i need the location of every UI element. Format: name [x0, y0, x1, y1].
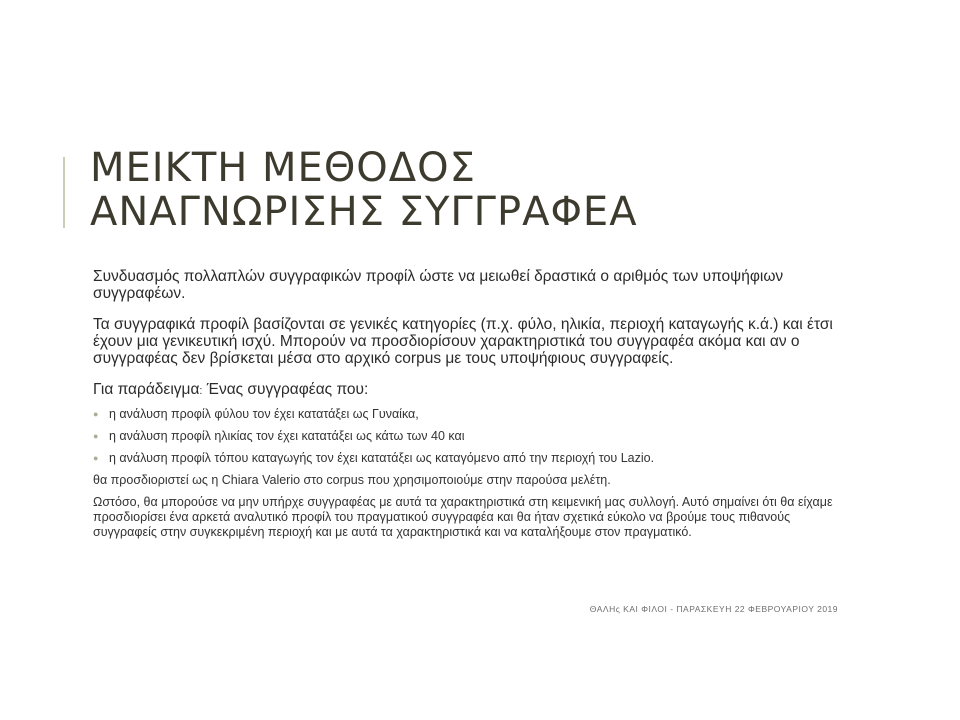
- slide-title: [90, 146, 930, 234]
- example-label: Για παράδειγμα: [93, 381, 200, 398]
- slide-title-line-2: ΑΝΑΓΝΩΡΙΣΗΣ ΣΥΓΓΡΑΦΕΑ: [90, 189, 638, 235]
- bullet-dot-icon: ●: [93, 431, 99, 441]
- slide-body: [93, 268, 853, 540]
- list-item: [93, 403, 853, 425]
- title-accent-bar: [63, 157, 65, 228]
- example-colon: :: [199, 385, 203, 397]
- closing-paragraph: Ωστόσο, θα μπορούσε να μην υπήρχε συγγραφέας με αυτά τα χαρακτηριστικά στη κειμενική μας συλλογή. Αυτό σημαίνει ότι θα είχαμε προσδιορίσει ένα αρκετά αναλυτικό προφίλ του πραγματικού συγγραφέα και θα ήταν σχετικά εύκολο να βρούμε τους πιθανούς συγγραφείς στην συγκεκριμένη περιοχή και με αυτά τα χαρακτηριστικά και να καταλήξουμε στον πραγματικό.: [93, 495, 833, 539]
- slide-footer: ΘΑΛΗς ΚΑΙ ΦΙΛΟΙ - ΠΑΡΑΣΚΕΥΗ 22 ΦΕΒΡΟΥΑΡΙΟΥ 2019: [589, 604, 838, 614]
- bullet-dot-icon: ●: [93, 409, 99, 419]
- bullet-text: η ανάλυση προφίλ τόπου καταγωγής τον έχει κατατάξει ως καταγόμενο από την περιοχή του Lazio.: [109, 451, 655, 465]
- bullet-text: η ανάλυση προφίλ ηλικίας τον έχει κατατάξει ως κάτω των 40 και: [109, 429, 465, 443]
- example-rest: Ένας συγγραφέας που:: [202, 381, 369, 398]
- paragraph-intro: Συνδυασμός πολλαπλών συγγραφικών προφίλ ώστε να μειωθεί δραστικά ο αριθμός των υποψήφιων συγγραφέων.: [93, 268, 784, 302]
- example-bullet-list: [93, 403, 853, 469]
- bullet-text: η ανάλυση προφίλ φύλου τον έχει κατατάξει ως Γυναίκα,: [109, 407, 419, 421]
- list-item: [93, 425, 853, 447]
- example-heading: [93, 381, 853, 400]
- list-item: [93, 447, 853, 469]
- bullet-dot-icon: ●: [93, 453, 99, 463]
- example-conclusion: θα προσδιοριστεί ως η Chiara Valerio στο corpus που χρησιμοποιούμε στην παρούσα μελέτη.: [93, 473, 611, 487]
- paragraph-profiles: Τα συγγραφικά προφίλ βασίζονται σε γενικές κατηγορίες (π.χ. φύλο, ηλικία, περιοχή καταγωγής κ.ά.) και έτσι έχουν μια γενικευτική ισχύ. Μπορούν να προσδιορίσουν χαρακτηριστικά του συγγραφέα ακόμα και αν ο συγγραφέας δεν βρίσκεται μέσα στο αρχικό corpus με τους υποψήφιους συγγραφείς.: [93, 316, 833, 367]
- slide-title-line-1: ΜΕΙΚΤΗ ΜΕΘΟΔΟΣ: [90, 145, 476, 191]
